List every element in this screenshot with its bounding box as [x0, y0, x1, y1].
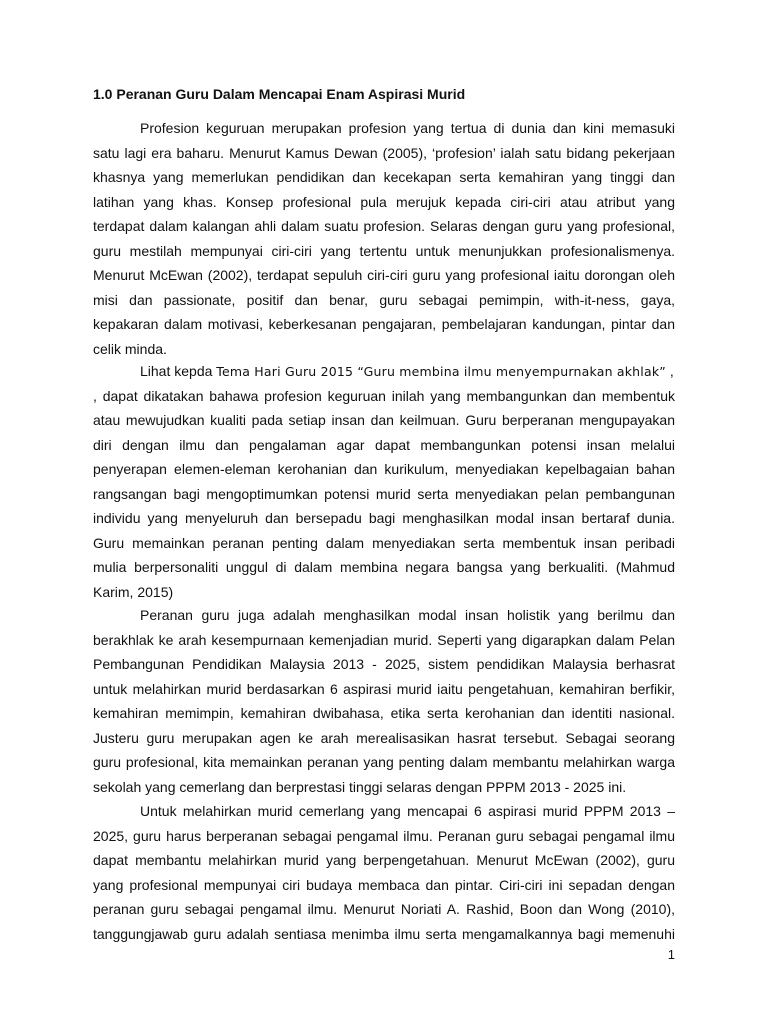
paragraph-line: peranan guru sebagai pengamal ilmu. Menurut Noriati A. Rashid, Boon dan Wong (2010), [93, 901, 675, 917]
paragraph-4 [93, 799, 675, 946]
section-heading: 1.0 Peranan Guru Dalam Mencapai Enam Aspirasi Murid [93, 86, 466, 102]
paragraph-line: guru mestilah mempunyai ciri-ciri yang tertentu untuk menunjukkan profesionalismenya. [93, 242, 675, 259]
paragraph-line: sekolah yang cemerlang dan berprestasi tinggi selaras dengan PPPM 2013 - 2025 ini. [93, 778, 627, 795]
paragraph-line: mulia berpersonaliti unggul di dalam membina negara bangsa yang berkualiti. (Mahmud [93, 559, 675, 575]
paragraph-line: dapat membantu melahirkan murid yang berpengetahuan. Menurut McEwan (2002), guru [93, 852, 675, 868]
paragraph-line-suffix: , [665, 363, 674, 379]
paragraph-line: guru profesional, kita memainkan peranan yang penting dalam membantu melahirkan warga [93, 754, 675, 770]
page-number: 1 [667, 947, 675, 962]
paragraph-3 [93, 603, 675, 799]
paragraph-line: tanggungjawab guru adalah sentiasa menimba ilmu serta mengamalkannya bagi memenuhi [93, 925, 675, 942]
paragraph-line: celik minda. [93, 340, 167, 357]
paragraph-line: , dapat dikatakan bahawa profesion keguruan inilah yang membangunkan dan membentuk [93, 387, 675, 404]
paragraph-line: kemahiran memimpin, kemahiran dwibahasa, etika serta kerohanian dan identiti nasional. [93, 705, 675, 721]
paragraph-line: untuk melahirkan murid berdasarkan 6 aspirasi murid iaitu pengetahuan, kemahiran berfikir, [93, 680, 675, 697]
paragraph-line: kepakaran dalam motivasi, keberkesanan pengajaran, pembelajaran kandungan, pintar dan [93, 316, 675, 332]
paragraph-line: misi dan passionate, positif dan benar, guru sebagai pemimpin, with-it-ness, gaya, [93, 291, 675, 308]
paragraph-line: Karim, 2015) [93, 583, 174, 600]
paragraph-line: Peranan guru juga adalah menghasilkan modal insan holistik yang berilmu dan [140, 607, 675, 623]
paragraph-line: rangsangan bagi mengoptimumkan potensi murid serta menyediakan pelan pembangunan [93, 485, 675, 502]
paragraph-line: atau mewujudkan kualiti pada setiap insan dan keilmuan. Guru berperanan mengupayakan [93, 412, 675, 428]
paragraph-line: latihan yang khas. Konsep profesional pula merujuk kepada ciri-ciri atau atribut yang [93, 193, 675, 210]
paragraph-1 [93, 116, 675, 361]
teacher-day-theme: Tema Hari Guru 2015 “Guru membina ilmu menyempurnakan akhlak” [216, 364, 666, 379]
paragraph-line: Justeru guru merupakan agen ke arah merealisasikan hasrat tersebut. Sebagai seorang [93, 729, 675, 746]
paragraph-line-prefix: Lihat kepda [140, 363, 217, 379]
paragraph-line: Guru memainkan peranan penting dalam menyediakan serta membentuk insan peribadi [93, 534, 675, 551]
paragraph-line: satu lagi era baharu. Menurut Kamus Dewan (2005), ‘profesion’ ialah satu bidang pekerjaan [93, 144, 675, 161]
paragraph-line [93, 359, 675, 384]
paragraph-2 [93, 359, 675, 604]
paragraph-line: yang profesional mempunyai ciri budaya membaca dan pintar. Ciri-ciri ini sepadan dengan [93, 876, 675, 893]
paragraph-line: penyerapan elemen-eleman kerohanian dan kurikulum, menyediakan kepelbagaian bahan [93, 461, 675, 477]
paragraph-line: diri dengan ilmu dan pengalaman agar dapat membangunkan potensi insan melalui [93, 436, 675, 453]
paragraph-line: Menurut McEwan (2002), terdapat sepuluh ciri-ciri guru yang profesional iaitu dorongan oleh [93, 267, 675, 283]
paragraph-line: berakhlak ke arah kesempurnaan kemenjadian murid. Seperti yang digarapkan dalam Pelan [93, 631, 675, 648]
paragraph-line: Profesion keguruan merupakan profesion yang tertua di dunia dan kini memasuki [140, 120, 675, 136]
paragraph-line: individu yang menyeluruh dan bersepadu bagi menghasilkan modal insan bertaraf dunia. [93, 510, 675, 526]
paragraph-line: Untuk melahirkan murid cemerlang yang mencapai 6 aspirasi murid PPPM 2013 – [140, 803, 675, 819]
paragraph-line: 2025, guru harus berperanan sebagai pengamal ilmu. Peranan guru sebagai pengamal ilmu [93, 827, 675, 844]
paragraph-line: terdapat dalam kalangan ahli dalam suatu profesion. Selaras dengan guru yang profesional, [93, 218, 675, 234]
paragraph-line: khasnya yang memerlukan pendidikan dan kecekapan serta kemahiran yang tinggi dan [93, 169, 675, 185]
paragraph-line: Pembangunan Pendidikan Malaysia 2013 - 2025, sistem pendidikan Malaysia berhasrat [93, 656, 675, 672]
